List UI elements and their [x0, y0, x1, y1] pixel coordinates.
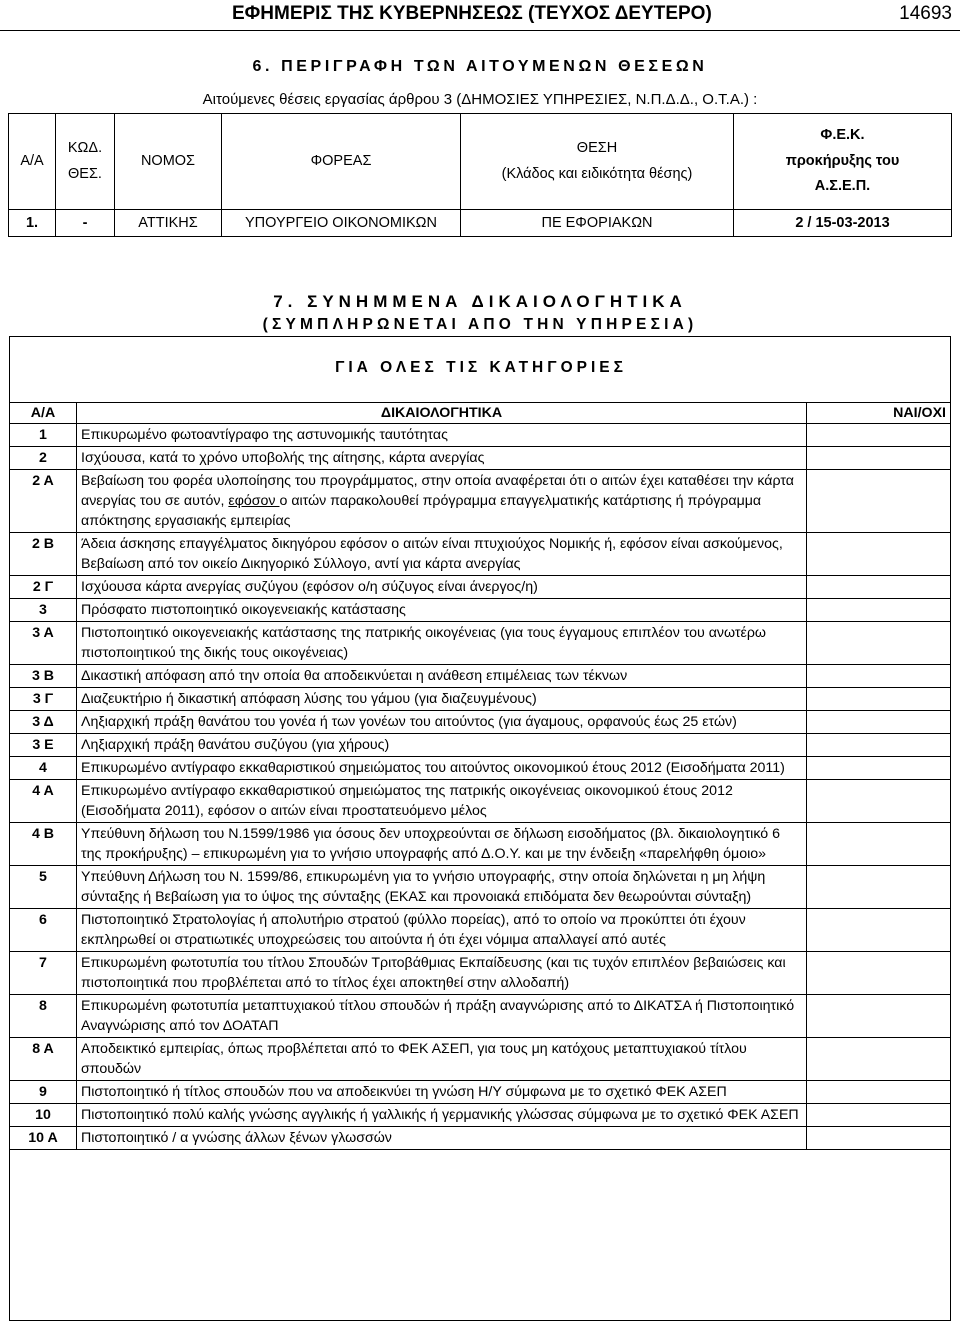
document-row — [10, 576, 951, 599]
document-text: Υπεύθυνη Δήλωση του Ν. 1599/86, επικυρωμένη για το γνήσιο υπογραφής, στην οποία δηλώνεται η μη λήψη σύνταξης ή Βεβαίωση για το ύψος της σύνταξης (ΕΚΑΣ και προνοιακά επιδόματα δεν θεωρούνται σύνταξη) — [77, 866, 807, 909]
document-row — [10, 1127, 951, 1150]
document-text: Διαζευκτήριο ή δικαστική απόφαση λύσης του γάμου (για διαζευγμένους) — [77, 688, 807, 711]
document-text: Αποδεικτικό εμπειρίας, όπως προβλέπεται από το ΦΕΚ ΑΣΕΠ, για τους μη κατόχους μεταπτυχιακού τίτλου σπουδών — [77, 1038, 807, 1081]
section6-subtitle: Αιτούμενες θέσεις εργασίας άρθρου 3 (ΔΗΜΟΣΙΕΣ ΥΠΗΡΕΣΙΕΣ, Ν.Π.Δ.Δ., Ο.Τ.Α.) : — [202, 91, 758, 108]
document-text: Ληξιαρχική πράξη θανάτου συζύγου (για χήρους) — [77, 734, 807, 757]
document-row — [10, 622, 951, 665]
document-number: 4 — [10, 757, 77, 780]
position-fek: 2 / 15-03-2013 — [734, 210, 952, 237]
documents-header-row — [10, 403, 951, 424]
document-number: 5 — [10, 866, 77, 909]
position-aa: 1. — [9, 210, 56, 237]
document-number: 3 Γ — [10, 688, 77, 711]
section7-subtitle: (ΣΥΜΠΛΗΡΩΝΕΤΑΙ ΑΠΟ ΤΗΝ ΥΠΗΡΕΣΙΑ) — [262, 316, 698, 333]
document-number: 2 — [10, 447, 77, 470]
document-text-part: Βεβαίωση του φορέα υλοποίησης του προγράμματος, στην οποία αναφέρεται ότι ο αιτών έχει καταθέσει την κάρτα ανεργίας του σε αυτόν, — [81, 473, 794, 509]
document-answer-cell[interactable] — [807, 576, 951, 599]
col-thesi-line2: (Κλάδος και ειδικότητα θέσης) — [501, 165, 693, 182]
document-answer-cell[interactable] — [807, 866, 951, 909]
document-text: Επικυρωμένο φωτοαντίγραφο της αστυνομικής ταυτότητας — [77, 424, 807, 447]
gazette-title: ΕΦΗΜΕΡΙΣ ΤΗΣ ΚΥΒΕΡΝΗΣΕΩΣ (ΤΕΥΧΟΣ ΔΕΥΤΕΡΟ) — [232, 3, 712, 24]
document-answer-cell[interactable] — [807, 757, 951, 780]
col-fek-line3: Α.Σ.Ε.Π. — [814, 178, 871, 195]
document-number: 1 — [10, 424, 77, 447]
document-number: 3 Δ — [10, 711, 77, 734]
document-row — [10, 424, 951, 447]
col-aa: Α/Α — [9, 114, 56, 210]
document-number: 3 — [10, 599, 77, 622]
document-row — [10, 599, 951, 622]
document-number: 8 — [10, 995, 77, 1038]
document-number: 3 Ε — [10, 734, 77, 757]
doc-col-aa: Α/Α — [10, 403, 77, 424]
document-number: 2 Γ — [10, 576, 77, 599]
position-row — [9, 210, 952, 237]
document-answer-cell[interactable] — [807, 995, 951, 1038]
col-nomos: ΝΟΜΟΣ — [115, 114, 222, 210]
document-text: Επικυρωμένη φωτοτυπία μεταπτυχιακού τίτλου σπουδών ή πράξη αναγνώρισης από το ΔΙΚΑΤΣΑ ή Πιστοποιητικό Αναγνώρισης από τον ΔΟΑΤΑΠ — [77, 995, 807, 1038]
document-row — [10, 1038, 951, 1081]
document-row — [10, 995, 951, 1038]
document-row — [10, 470, 951, 533]
document-text-underlined: εφόσον — [228, 493, 280, 509]
position-nomos: ΑΤΤΙΚΗΣ — [115, 210, 222, 237]
document-answer-cell[interactable] — [807, 470, 951, 533]
document-text: Άδεια άσκησης επαγγέλματος δικηγόρου εφόσον ο αιτών είναι πτυχιούχος Νομικής ή, εφόσον είναι ασκούμενος, Βεβαίωση από τον οικείο Δικηγορικό Σύλλογο, αντί για κάρτα ανεργίας — [77, 533, 807, 576]
document-row — [10, 688, 951, 711]
col-fek-line2: προκήρυξης του — [785, 152, 900, 169]
document-answer-cell[interactable] — [807, 599, 951, 622]
document-answer-cell[interactable] — [807, 1081, 951, 1104]
document-answer-cell[interactable] — [807, 533, 951, 576]
document-number: 2 Β — [10, 533, 77, 576]
document-text: Ισχύουσα κάρτα ανεργίας συζύγου (εφόσον ο/η σύζυγος είναι άνεργος/η) — [77, 576, 807, 599]
col-thesi-line1: ΘΕΣΗ — [576, 140, 618, 157]
document-number: 7 — [10, 952, 77, 995]
document-row — [10, 1104, 951, 1127]
document-number: 10 — [10, 1104, 77, 1127]
document-number: 10 Α — [10, 1127, 77, 1150]
page-number: 14693 — [899, 3, 952, 24]
document-answer-cell[interactable] — [807, 711, 951, 734]
document-row — [10, 909, 951, 952]
section7-title: 7. ΣΥΝΗΜΜΕΝΑ ΔΙΚΑΙΟΛΟΓΗΤΙΚΑ — [273, 292, 687, 311]
document-number: 8 Α — [10, 1038, 77, 1081]
document-number: 9 — [10, 1081, 77, 1104]
document-answer-cell[interactable] — [807, 447, 951, 470]
document-text: Πιστοποιητικό πολύ καλής γνώσης αγγλικής ή γαλλικής ή γερμανικής γλώσσας σύμφωνα με το σχετικό ΦΕΚ ΑΣΕΠ — [77, 1104, 807, 1127]
document-answer-cell[interactable] — [807, 1127, 951, 1150]
document-answer-cell[interactable] — [807, 734, 951, 757]
document-text: Επικυρωμένο αντίγραφο εκκαθαριστικού σημειώματος της πατρικής οικογένειας οικονομικού έτους 2012 (Εισοδήματα 2011), εφόσον ο αιτών είναι προστατευόμενο μέλος — [77, 780, 807, 823]
doc-col-documents: ΔΙΚΑΙΟΛΟΓΗΤΙΚΑ — [77, 403, 807, 424]
document-row — [10, 1081, 951, 1104]
col-kod-line1: ΚΩΔ. — [67, 140, 103, 157]
document-number: 3 Β — [10, 665, 77, 688]
document-row — [10, 447, 951, 470]
document-text: Πιστοποιητικό Στρατολογίας ή απολυτήριο στρατού (φύλλο πορείας), από το οποίο να προκύπτει ότι έχουν εκπληρωθεί οι στρατιωτικές υποχρεώσεις του αιτούντα ή ότι έχει νόμιμα απαλλαγεί από αυτές — [77, 909, 807, 952]
document-text: Ληξιαρχική πράξη θανάτου του γονέα ή των γονέων του αιτούντος (για άγαμους, ορφανούς έως 25 ετών) — [77, 711, 807, 734]
document-row — [10, 952, 951, 995]
document-text: Επικυρωμένο αντίγραφο εκκαθαριστικού σημειώματος του αιτούντος οικονομικού έτους 2012 (Εισοδήματα 2011) — [77, 757, 807, 780]
position-foreas: ΥΠΟΥΡΓΕΙΟ ΟΙΚΟΝΟΜΙΚΩΝ — [222, 210, 461, 237]
col-thesi — [461, 114, 734, 210]
document-answer-cell[interactable] — [807, 780, 951, 823]
col-fek-line1: Φ.Ε.Κ. — [820, 127, 865, 144]
col-kod-line2: ΘΕΣ. — [68, 165, 102, 182]
document-number: 4 Β — [10, 823, 77, 866]
doc-col-answer: ΝΑΙ/ΟΧΙ — [807, 403, 951, 424]
position-kod: - — [56, 210, 115, 237]
document-row — [10, 757, 951, 780]
document-answer-cell[interactable] — [807, 424, 951, 447]
document-number: 2 Α — [10, 470, 77, 533]
col-kod — [56, 114, 115, 210]
document-text — [77, 470, 807, 533]
position-thesi: ΠΕ ΕΦΟΡΙΑΚΩΝ — [461, 210, 734, 237]
document-text: Πιστοποιητικό / α γνώσης άλλων ξένων γλωσσών — [77, 1127, 807, 1150]
document-text: Επικυρωμένη φωτοτυπία του τίτλου Σπουδών Τριτοβάθμιας Εκπαίδευσης (και τις τυχόν επιπλέον βεβαιώσεις και πιστοποιητικά που προβλέπεται από το τίτλος έχει αποκτηθεί στην αλλοδαπή) — [77, 952, 807, 995]
document-answer-cell[interactable] — [807, 665, 951, 688]
document-answer-cell[interactable] — [807, 909, 951, 952]
documents-table — [9, 402, 951, 1150]
document-row — [10, 533, 951, 576]
document-answer-cell[interactable] — [807, 952, 951, 995]
document-row — [10, 823, 951, 866]
documents-caption: ΓΙΑ ΟΛΕΣ ΤΙΣ ΚΑΤΗΓΟΡΙΕΣ — [335, 359, 627, 376]
document-text: Ισχύουσα, κατά το χρόνο υποβολής της αίτησης, κάρτα ανεργίας — [77, 447, 807, 470]
document-row — [10, 734, 951, 757]
col-foreas: ΦΟΡΕΑΣ — [222, 114, 461, 210]
document-row — [10, 780, 951, 823]
document-answer-cell[interactable] — [807, 1104, 951, 1127]
document-number: 4 Α — [10, 780, 77, 823]
document-answer-cell[interactable] — [807, 1038, 951, 1081]
page-header — [0, 0, 960, 31]
document-text: Πιστοποιητικό ή τίτλος σπουδών που να αποδεικνύει τη γνώση Η/Υ σύμφωνα με το σχετικό ΦΕΚ ΑΣΕΠ — [77, 1081, 807, 1104]
document-answer-cell[interactable] — [807, 622, 951, 665]
document-row — [10, 665, 951, 688]
document-row — [10, 711, 951, 734]
document-text-part: ο αιτών παρακολουθεί πρόγραμμα επαγγελματικής κατάρτισης ή πρόγραμμα απόκτησης εργασιακής εμπειρίας — [81, 493, 762, 529]
document-number: 6 — [10, 909, 77, 952]
document-text: Πιστοποιητικό οικογενειακής κατάστασης της πατρικής οικογένειας (για τους έγγαμους επιπλέον του ανωτέρω πιστοποιητικού της δικής τους οικογένειας) — [77, 622, 807, 665]
document-answer-cell[interactable] — [807, 688, 951, 711]
positions-table — [8, 113, 952, 237]
positions-header-row — [9, 114, 952, 210]
document-text: Δικαστική απόφαση από την οποία θα αποδεικνύεται η ανάθεση επιμέλειας των τέκνων — [77, 665, 807, 688]
document-text: Πρόσφατο πιστοποιητικό οικογενειακής κατάστασης — [77, 599, 807, 622]
section6-title: 6. ΠΕΡΙΓΡΑΦΗ ΤΩΝ ΑΙΤΟΥΜΕΝΩΝ ΘΕΣΕΩΝ — [252, 58, 708, 75]
document-number: 3 Α — [10, 622, 77, 665]
col-fek — [734, 114, 952, 210]
document-text: Υπεύθυνη δήλωση του Ν.1599/1986 για όσους δεν υποχρεούνται σε δήλωση εισοδήματος (βλ. δικαιολογητικό 6 της προκήρυξης) – επικυρωμένη για το γνήσιο υπογραφής από Δ.Ο.Υ. και με την ένδειξη «παρελήφθη όμοιο» — [77, 823, 807, 866]
document-answer-cell[interactable] — [807, 823, 951, 866]
document-row — [10, 866, 951, 909]
